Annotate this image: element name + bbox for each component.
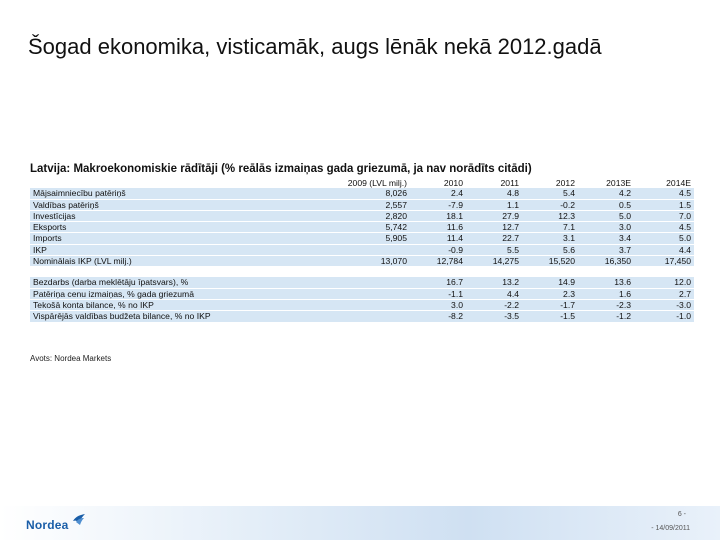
table-row [30,233,694,244]
table-cell: 2.4 [410,188,466,199]
table-cell: 3.0 [410,299,466,310]
table-cell: 16,350 [578,256,634,267]
table-cell [306,288,410,299]
table-cell: -2.3 [578,299,634,310]
table-cell: 3.4 [578,233,634,244]
table-cell: 1.6 [578,288,634,299]
table-cell [306,277,410,288]
table-cell: 2.7 [634,288,694,299]
table-cell: 4.2 [578,188,634,199]
table-cell: 13.6 [578,277,634,288]
table-cell: -7.9 [410,199,466,210]
table-cell: 22.7 [466,233,522,244]
row-label: Imports [30,233,306,244]
table-cell: 13.2 [466,277,522,288]
table-cell: 5,742 [306,222,410,233]
table-cell: 18.1 [410,210,466,221]
table-cell: 7.1 [522,222,578,233]
table-cell: 4.4 [634,244,694,255]
table-cell: 1.5 [634,199,694,210]
table-row [30,277,694,288]
table-cell: 4.4 [466,288,522,299]
table-cell: 12.3 [522,210,578,221]
table-cell: 17,450 [634,256,694,267]
nordea-bird-icon [71,512,87,531]
column-header: 2009 (LVL milj.) [347,178,407,188]
table-cell: 14.9 [522,277,578,288]
row-label: Vispārējās valdības budžeta bilance, % no IKP [30,311,306,322]
row-label: Eksports [30,222,306,233]
table-cell: 4.5 [634,222,694,233]
table-cell: 3.1 [522,233,578,244]
row-label: Tekošā konta bilance, % no IKP [30,299,306,310]
column-header: 2014E [666,178,691,188]
row-label: Valdības patēriņš [30,199,306,210]
table-cell: 5,905 [306,233,410,244]
table-cell: -0.9 [410,244,466,255]
table-cell: -1.2 [578,311,634,322]
table-row [30,244,694,255]
nordea-logo [26,518,87,532]
page-number: 6 - [677,511,686,518]
table-spacer [30,267,694,278]
table-cell: 5.5 [466,244,522,255]
table-cell: 7.0 [634,210,694,221]
table-row [30,199,694,210]
table-cell: 11.4 [410,233,466,244]
footer-band [0,506,720,540]
column-header: 2012 [555,178,575,188]
table-cell: -2.2 [466,299,522,310]
table-cell: 5.0 [634,233,694,244]
table-cell: -3.5 [466,311,522,322]
table-cell: 13,070 [306,256,410,267]
table-cell: 12.7 [466,222,522,233]
column-header: 2011 [500,178,519,188]
row-label: IKP [30,244,306,255]
column-header: 2010 [443,178,463,188]
spacer-cell [30,267,694,278]
table-cell: 1.1 [466,199,522,210]
row-label: Mājsaimniecību patēriņš [30,188,306,199]
table-cell: 2,557 [306,199,410,210]
table-cell: 12,784 [410,256,466,267]
table-cell: -3.0 [634,299,694,310]
table-row [30,210,694,221]
table-cell: 16.7 [410,277,466,288]
row-label: Investīcijas [30,210,306,221]
source-note: Avots: Nordea Markets [30,354,112,363]
table-cell: 3.7 [578,244,634,255]
table-cell: -1.7 [522,299,578,310]
table-cell: 27.9 [466,210,522,221]
table-cell: -1.5 [522,311,578,322]
table-cell: 5.0 [578,210,634,221]
table-cell: 2,820 [306,210,410,221]
table-cell: 3.0 [578,222,634,233]
table-cell: 4.8 [466,188,522,199]
table-cell: 12.0 [634,277,694,288]
macro-table-container [30,160,694,323]
table-cell [306,244,410,255]
table-row [30,188,694,199]
slide-date: - 14/09/2011 [651,525,690,532]
table-cell: -8.2 [410,311,466,322]
table-cell: 2.3 [522,288,578,299]
table-cell: 5.6 [522,244,578,255]
table-row [30,222,694,233]
table-title: Latvija: Makroekonomiskie rādītāji (% reālās izmaiņas gada griezumā, ja nav norādīts citādi) [30,163,532,175]
table-cell: 14,275 [466,256,522,267]
row-label: Patēriņa cenu izmaiņas, % gada griezumā [30,288,306,299]
table-cell: 15,520 [522,256,578,267]
table-cell: -1.0 [634,311,694,322]
table-cell: -0.2 [522,199,578,210]
table-cell: 0.5 [578,199,634,210]
table-cell: 4.5 [634,188,694,199]
column-header [30,178,306,188]
macro-indicators-table [30,178,694,323]
column-header: 2013E [606,178,631,188]
table-cell [306,311,410,322]
table-row [30,311,694,322]
table-row [30,288,694,299]
row-label: Nominālais IKP (LVL milj.) [30,256,306,267]
table-header-row [30,178,694,188]
row-label: Bezdarbs (darba meklētāju īpatsvars), % [30,277,306,288]
table-cell: -1.1 [410,288,466,299]
table-cell: 8,026 [306,188,410,199]
table-cell: 5.4 [522,188,578,199]
table-cell [306,299,410,310]
table-row [30,299,694,310]
logo-text: Nordea [26,518,69,532]
slide-title: Šogad ekonomika, visticamāk, augs lēnāk nekā 2012.gadā [28,34,602,59]
table-cell: 11.6 [410,222,466,233]
table-row [30,256,694,267]
